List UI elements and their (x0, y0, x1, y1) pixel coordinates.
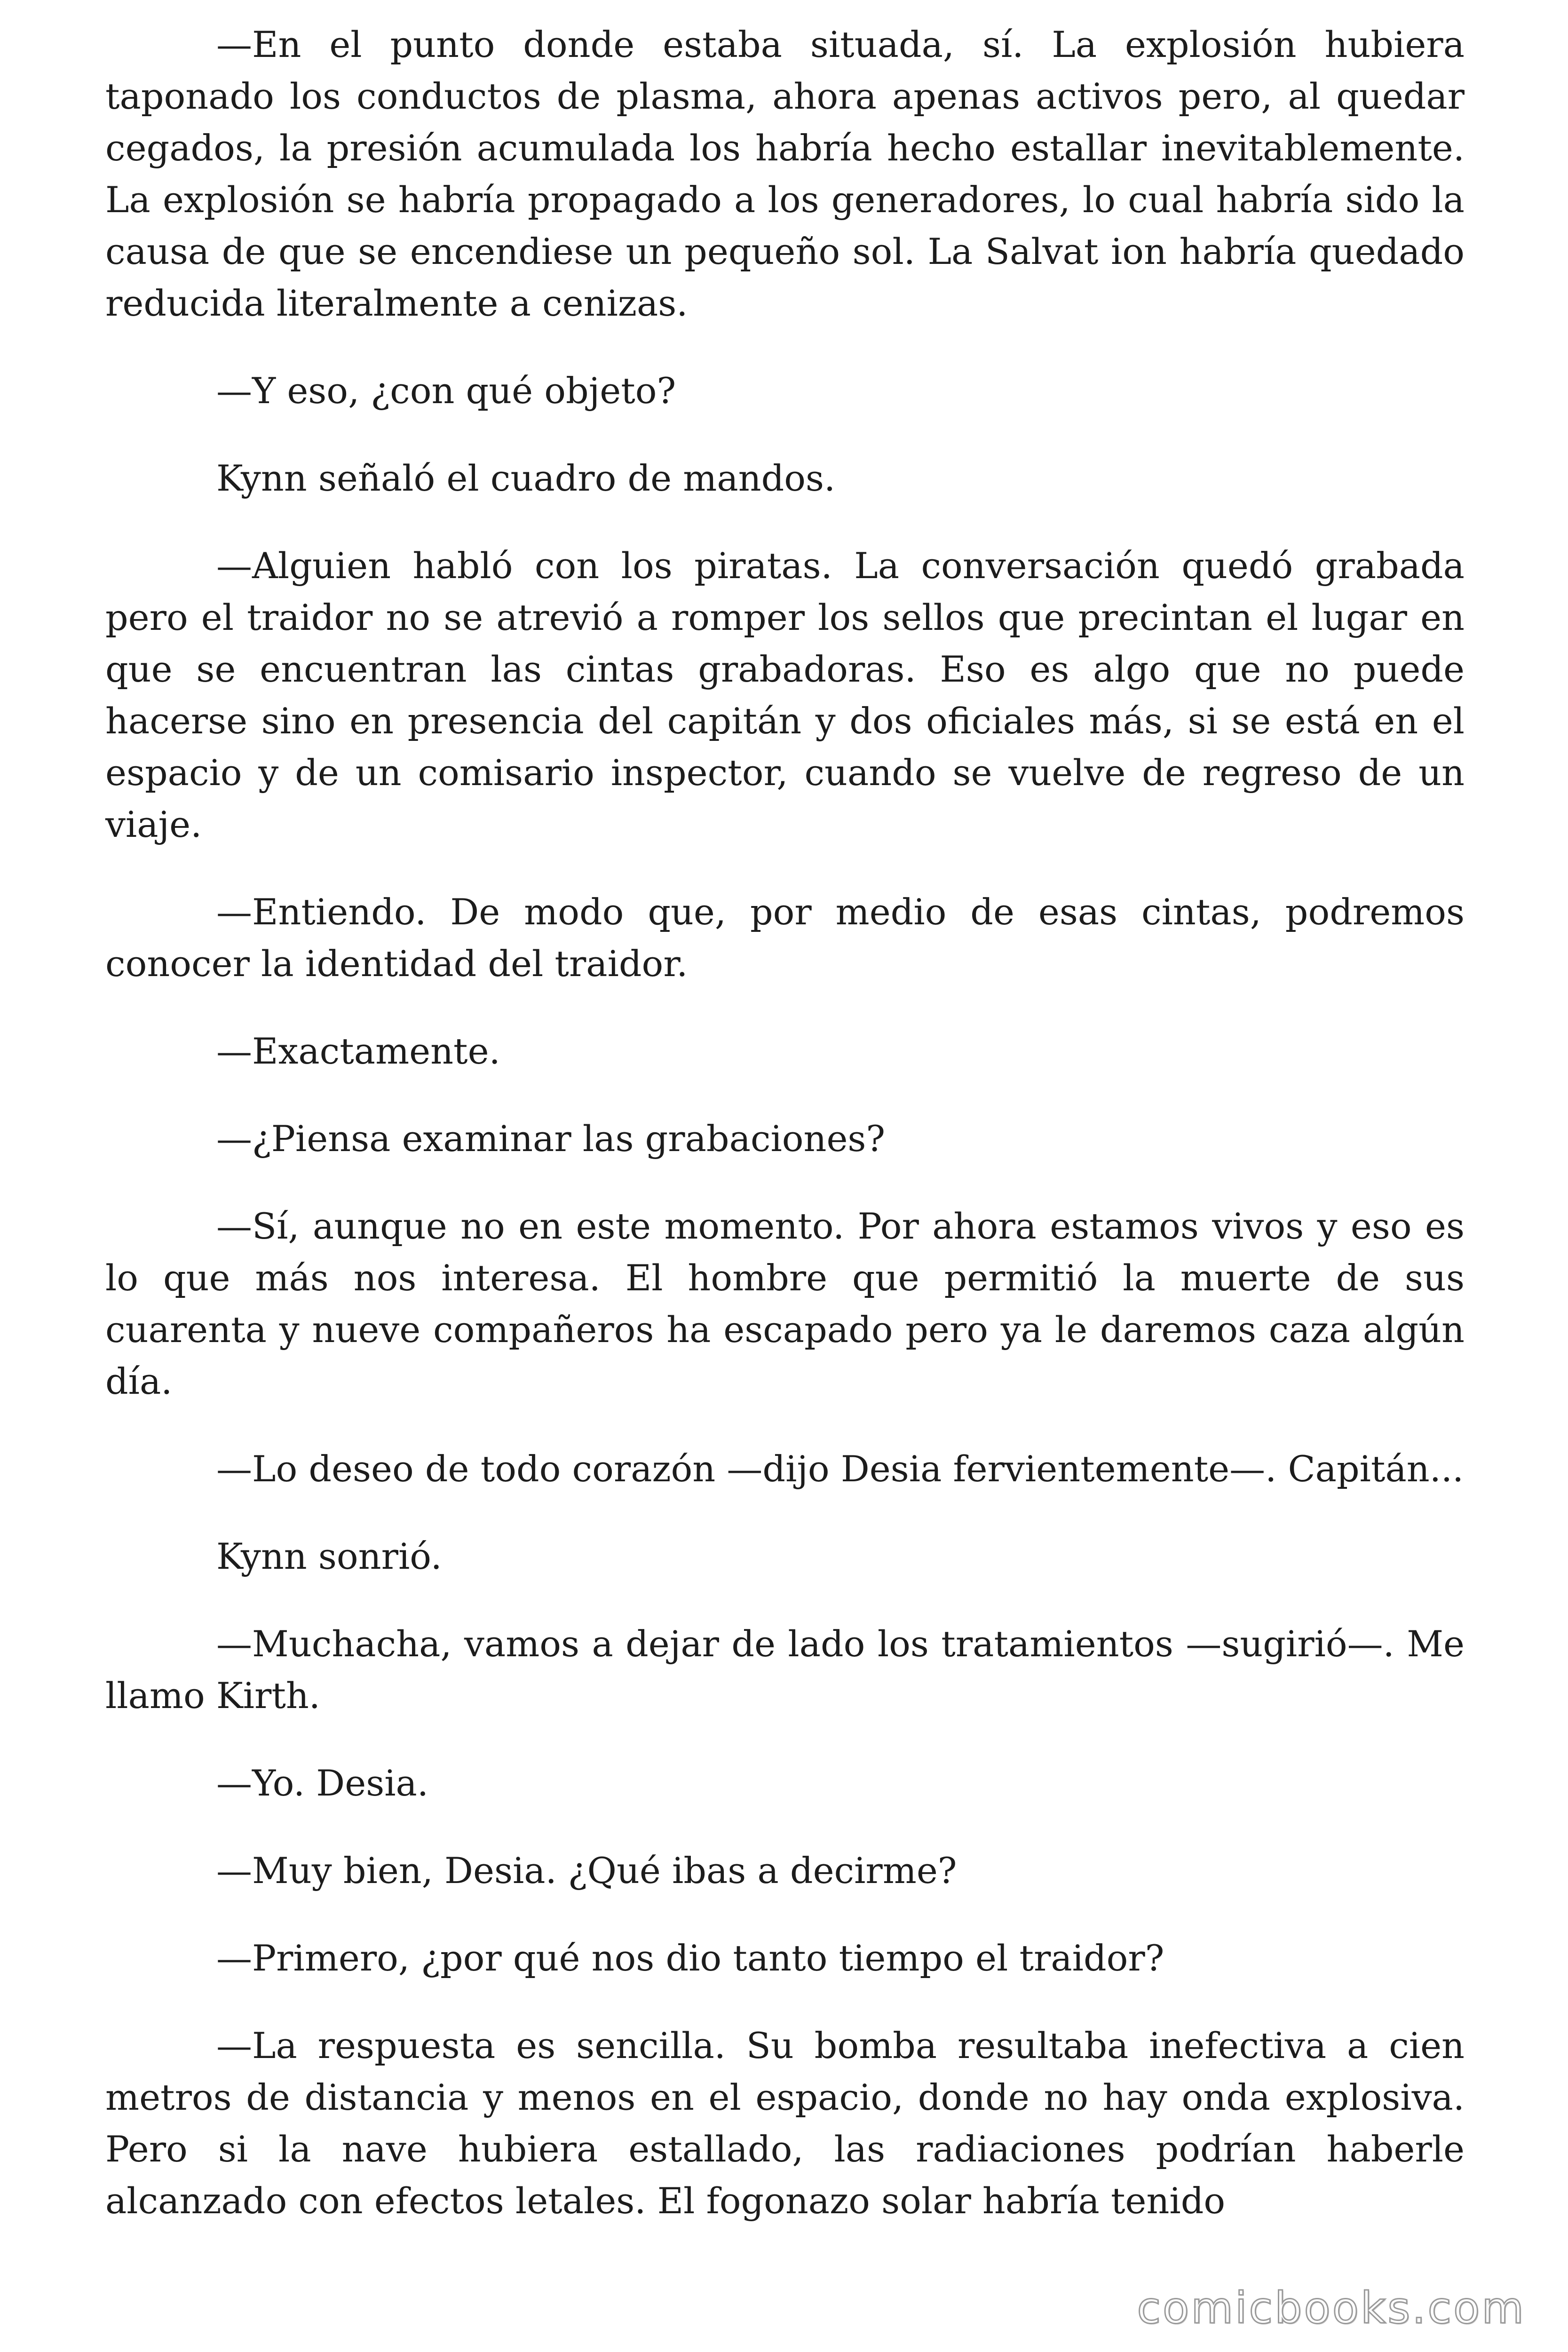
paragraph-9: —Lo deseo de todo corazón —dijo Desia fervientemente—. Capitán... (216, 1448, 1464, 1490)
paragraph-8: —Sí, aunque no en este momento. Por ahora estamos vivos y eso es lo que más nos interesa. El hombre que permitió la muerte de sus cuarenta y nueve compañeros ha escapado pero ya le daremos caza algún día. (105, 1205, 1465, 1402)
paragraph-13: —Muy bien, Desia. ¿Qué ibas a decirme? (216, 1850, 957, 1891)
paragraph-15: —La respuesta es sencilla. Su bomba resultaba inefectiva a cien metros de distancia y menos en el espacio, donde no hay onda explosiva. Pero si la nave hubiera estallado, las radiaciones podrían haberle alcanzado con efectos letales. El fogonazo solar habría tenido (105, 2025, 1465, 2222)
paragraph-5: —Entiendo. De modo que, por medio de esas cintas, podremos conocer la identidad del traidor. (105, 891, 1465, 985)
paragraph-14: —Primero, ¿por qué nos dio tanto tiempo el traidor? (216, 1937, 1164, 1979)
paragraph-4: —Alguien habló con los piratas. La conversación quedó grabada pero el traidor no se atrevió a romper los sellos que precintan el lugar en que se encuentran las cintas grabadoras. Eso es algo que no puede hacerse sino en presencia del capitán y dos oficiales más, si se está en el espacio y de un comisario inspector, cuando se vuelve de regreso de un viaje. (105, 545, 1465, 845)
paragraph-11: —Muchacha, vamos a dejar de lado los tratamientos —sugirió—. Me llamo Kirth. (105, 1623, 1465, 1716)
paragraph-6: —Exactamente. (216, 1030, 500, 1072)
paragraph-10: Kynn sonrió. (216, 1535, 442, 1577)
book-page (105, 19, 1465, 2263)
paragraph-1: —En el punto donde estaba situada, sí. La explosión hubiera taponado los conductos de plasma, ahora apenas activos pero, al quedar cegados, la presión acumulada los habría hecho estallar inevitablemente. La explosión se habría propagado a los generadores, lo cual habría sido la causa de que se encendiese un pequeño sol. La Salvat ion habría quedado reducida literalmente a cenizas. (105, 24, 1465, 324)
paragraph-2: —Y eso, ¿con qué objeto? (216, 370, 676, 412)
watermark: comicbooks.com (1137, 2283, 1526, 2333)
paragraph-3: Kynn señaló el cuadro de mandos. (216, 457, 836, 499)
paragraph-12: —Yo. Desia. (216, 1762, 428, 1804)
paragraph-7: —¿Piensa examinar las grabaciones? (216, 1118, 886, 1160)
